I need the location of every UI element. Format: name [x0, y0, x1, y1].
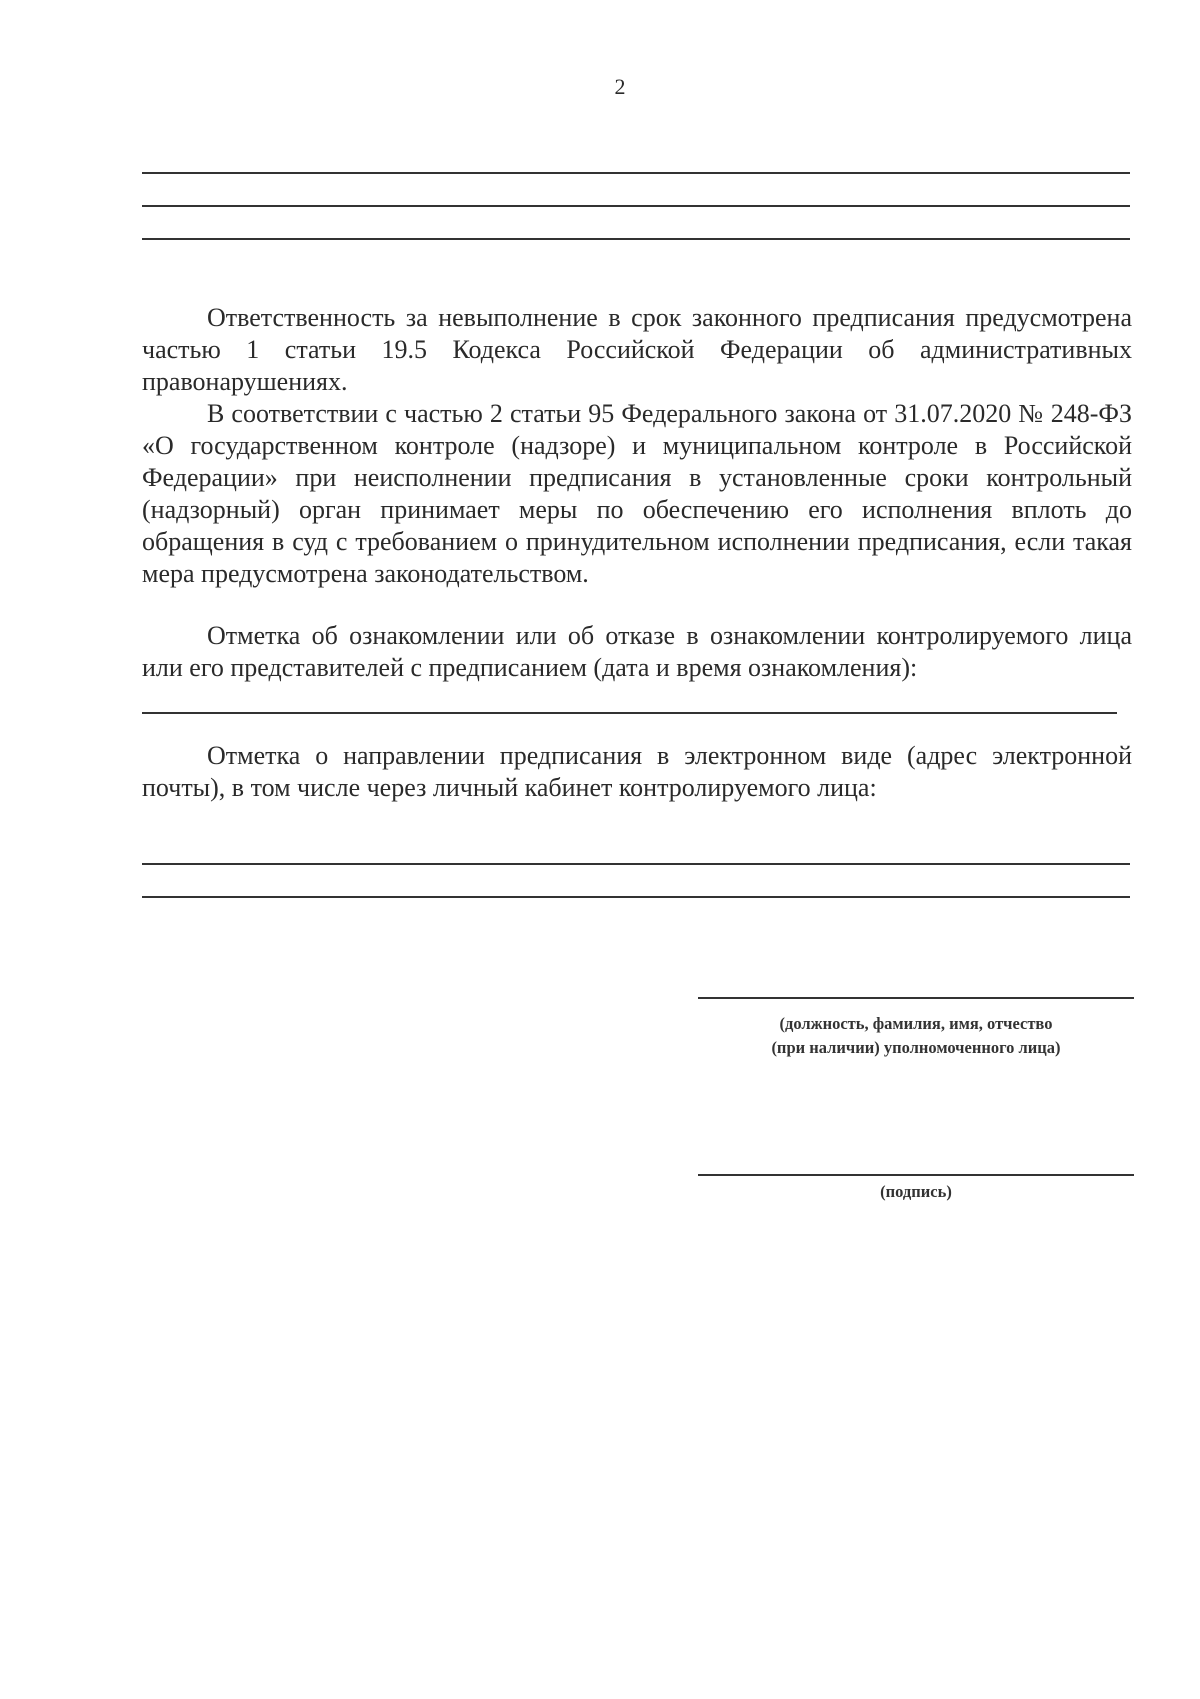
acknowledgement-blank-line — [142, 712, 1117, 714]
official-signature-line — [698, 997, 1134, 999]
official-caption — [698, 1012, 1134, 1060]
signature-caption: (подпись) — [880, 1182, 952, 1201]
blank-line — [142, 172, 1130, 174]
enforcement-paragraph: В соответствии с частью 2 статьи 95 Федерального закона от 31.07.2020 № 248-ФЗ «О государственном контроле (надзоре) и муниципальном контроле в Российской Федерации» при неисполнении предписания в установленные сроки контрольный (надзорный) орган принимает меры по обеспечению его исполнения вплоть до обращения в суд с требованием о принудительном исполнении предписания, если такая мера предусмотрена законодательством. — [142, 399, 1132, 588]
email-blank-line — [142, 863, 1130, 865]
official-caption-line2: (при наличии) уполномоченного лица) — [771, 1038, 1061, 1057]
blank-line — [142, 238, 1130, 240]
blank-line — [142, 205, 1130, 207]
page-number: 2 — [614, 74, 626, 99]
liability-paragraph: Ответственность за невыполнение в срок законного предписания предусмотрена частью 1 статьи 19.5 Кодекса Российской Федерации об административных правонарушениях. — [142, 303, 1132, 396]
email-blank-line — [142, 896, 1130, 898]
acknowledgement-paragraph: Отметка об ознакомлении или об отказе в ознакомлении контролируемого лица или его представителей с предписанием (дата и время ознакомления): — [142, 621, 1132, 682]
signature-line — [698, 1174, 1134, 1176]
electronic-delivery-paragraph: Отметка о направлении предписания в электронном виде (адрес электронной почты), в том числе через личный кабинет контролируемого лица: — [142, 741, 1132, 802]
official-caption-line1: (должность, фамилия, имя, отчество — [779, 1014, 1053, 1033]
